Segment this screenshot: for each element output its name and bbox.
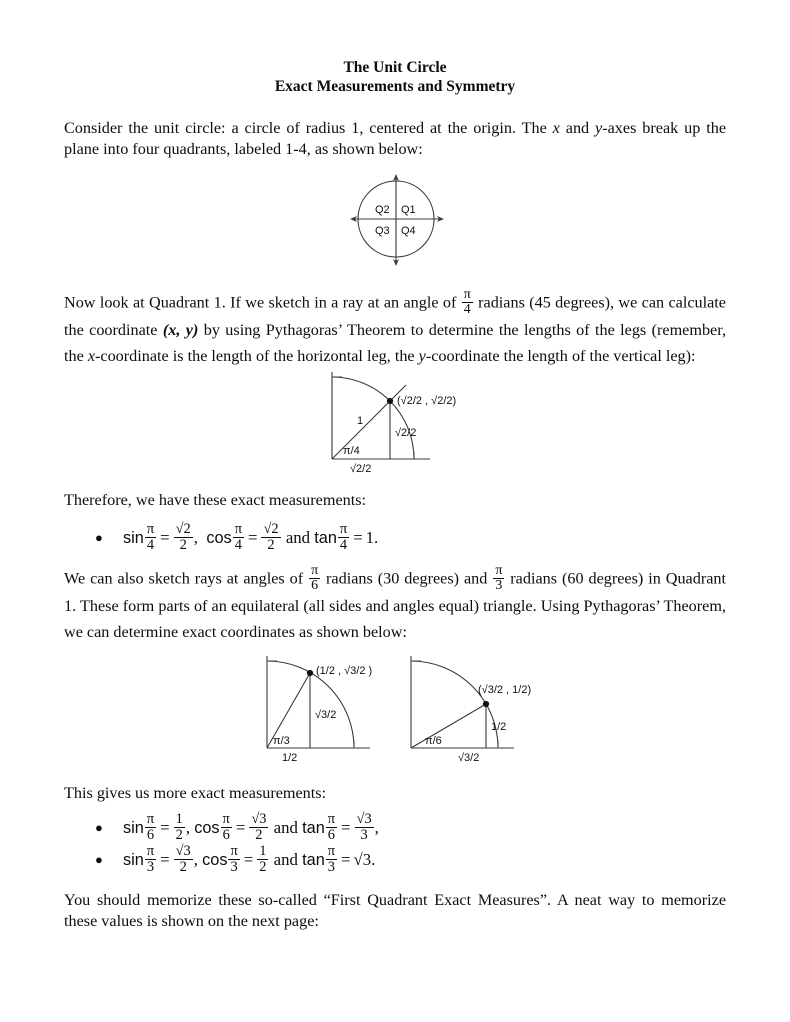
- tan-arg-numerator: π: [327, 811, 336, 828]
- cos-arg-numerator: π: [222, 811, 230, 828]
- tan-arg-denominator: 6: [326, 827, 337, 843]
- tan-value-numerator: √3: [356, 811, 372, 828]
- sin-argument-fraction: [145, 812, 156, 842]
- unit-circle-figure: [340, 172, 455, 268]
- comma-separator: ,: [185, 818, 195, 837]
- figure60-horizontal-leg-label: 1/2: [282, 752, 298, 764]
- cos-arg-numerator: π: [234, 521, 242, 538]
- sin-arg-denominator: 6: [145, 827, 156, 843]
- sin-argument-fraction: [145, 844, 156, 874]
- cos-arg-denominator: 4: [233, 537, 244, 553]
- sin-value-numerator: 1: [175, 811, 183, 828]
- quadrant-label-q4: Q4: [401, 225, 416, 237]
- cos-value-numerator: 1: [259, 843, 267, 860]
- sin-function-label: sin: [123, 819, 144, 837]
- pi-over-3-numerator: π: [495, 563, 503, 578]
- figure30-horizontal-leg-label: √3/2: [458, 752, 480, 764]
- comma-separator: ,: [193, 528, 207, 547]
- sin-value-fraction: [174, 522, 193, 552]
- cos-value-fraction: [261, 522, 280, 552]
- sin-arg-numerator: π: [146, 811, 155, 828]
- intro-text-a: Consider the unit circle: a circle of radius 1, centered at the origin. The: [64, 119, 553, 137]
- figure45-hypotenuse-label: 1: [357, 415, 364, 427]
- paragraph-therefore: Therefore, we have these exact measurements:: [64, 491, 367, 509]
- tan-arg-numerator: π: [327, 843, 336, 860]
- equals-sign-3: =: [341, 850, 351, 869]
- title-line-2: Exact Measurements and Symmetry: [274, 78, 516, 95]
- sin-value-fraction: [174, 844, 193, 874]
- cos-value-denominator: 2: [259, 859, 267, 876]
- and-word: and: [273, 818, 298, 837]
- bullet-dot-icon: ●: [95, 530, 103, 545]
- bullet-dot-icon: ●: [95, 852, 103, 867]
- q1-var-y: y: [418, 347, 426, 366]
- tan-function-label: tan: [302, 819, 325, 837]
- cos-arg-numerator: π: [230, 843, 238, 860]
- tan-function-label: tan: [314, 529, 337, 547]
- cos-arg-denominator: 3: [228, 859, 239, 875]
- equals-sign: =: [160, 818, 170, 837]
- bullet-item-30: [64, 812, 744, 844]
- terminator: ,: [374, 818, 379, 837]
- figure45-vertical-leg-label: √2/2: [395, 427, 417, 439]
- pi-over-3-fraction: [493, 564, 504, 593]
- figure45-horizontal-leg-label: √2/2: [350, 463, 372, 475]
- cos-argument-fraction: [228, 844, 239, 874]
- sin-function-label: sin: [123, 529, 144, 547]
- figure60-point-marker: [307, 670, 313, 676]
- sin-arg-denominator: 3: [145, 859, 156, 875]
- also-text-c: radians (60 degrees) in Quadrant 1. These form parts of an equilateral (all sides and angles equal) triangle. Using Pythagoras’ Theorem, we can determine exact coordinates as shown below:: [64, 569, 726, 642]
- triangle-figure-30-degrees: [406, 652, 556, 764]
- also-text-a: We can also sketch rays at angles of: [64, 569, 309, 588]
- figure45-point-marker: [387, 398, 393, 404]
- tan-arg-denominator: 4: [338, 537, 349, 553]
- intro-text-c: -axes break up the plane into four quadrants, labeled 1-4, as shown below:: [64, 119, 727, 158]
- cos-argument-fraction: [221, 812, 232, 842]
- tan-value-fraction: [355, 812, 374, 842]
- equals-sign-2: =: [247, 528, 258, 547]
- tan-argument-fraction: [338, 522, 349, 552]
- figure30-ray: [411, 704, 486, 748]
- sin-function-label: sin: [123, 851, 144, 869]
- paragraph-intro: [64, 118, 726, 160]
- figure45-coordinate-label: (√2/2 , √2/2): [397, 395, 457, 407]
- quadrant-label-q1: Q1: [401, 204, 416, 216]
- pi-over-3-denominator: 3: [493, 578, 504, 593]
- equals-sign: =: [160, 850, 170, 869]
- figure30-vertical-leg-label: 1/2: [491, 721, 507, 733]
- also-text-b: radians (30 degrees) and: [321, 569, 493, 588]
- tan-argument-fraction: [326, 844, 337, 874]
- cos-value-numerator: √2: [263, 521, 279, 538]
- bullet-item-60: [64, 844, 744, 876]
- and-word: and: [285, 528, 311, 547]
- sin-value-numerator: √3: [175, 843, 191, 860]
- period-terminator: .: [374, 528, 379, 547]
- triangle-figure-60-degrees: [262, 652, 392, 764]
- figure30-angle-label: π/6: [425, 735, 442, 747]
- pi-over-4-fraction: [462, 288, 473, 317]
- cos-function-label: cos: [194, 819, 220, 837]
- cos-value-fraction: [249, 812, 268, 842]
- bullet-dot-icon: ●: [95, 820, 103, 835]
- cos-argument-fraction: [233, 522, 244, 552]
- page-title: [0, 58, 790, 96]
- sin-arg-numerator: π: [146, 843, 155, 860]
- terminator: .: [371, 850, 376, 869]
- equals-sign-3: =: [341, 818, 351, 837]
- pi-over-4-denominator: 4: [462, 302, 473, 317]
- quadrant-label-q2: Q2: [375, 204, 390, 216]
- sin-value-fraction: [174, 812, 185, 842]
- sin-arg-denominator: 4: [145, 537, 156, 553]
- q1-text-a: Now look at Quadrant 1. If we sketch in a ray at an angle of: [64, 293, 461, 312]
- bullet-list-45-degrees: [64, 522, 744, 554]
- q1-text-d: -coordinate is the length of the horizontal leg, the: [95, 347, 419, 366]
- cos-value-numerator: √3: [251, 811, 267, 828]
- equals-sign-2: =: [235, 818, 246, 837]
- sin-value-denominator: 2: [174, 537, 193, 553]
- cos-value-fraction: [257, 844, 268, 874]
- q1-text-b: radians (45 degrees), we can calculate the coordinate: [64, 293, 726, 340]
- comma-separator: ,: [193, 850, 203, 869]
- sin-value-denominator: 2: [175, 827, 183, 844]
- tan-function-label: tan: [302, 851, 325, 869]
- cos-value-denominator: 2: [261, 537, 280, 553]
- equals-sign: =: [160, 528, 170, 547]
- bullet-list-30-60-degrees: [64, 812, 744, 876]
- paragraph-more-measurements: This gives us more exact measurements:: [64, 784, 327, 802]
- equals-sign-3: =: [353, 528, 363, 547]
- tan-value: 1: [365, 528, 375, 547]
- sin-arg-numerator: π: [146, 521, 155, 538]
- paragraph-also-sketch: [64, 564, 726, 645]
- figure30-coordinate-label: (√3/2 , 1/2): [478, 684, 532, 696]
- triangle-figure-45-degrees: [326, 366, 496, 476]
- sin-value-denominator: 2: [174, 859, 193, 875]
- title-line-1: The Unit Circle: [343, 59, 447, 76]
- paragraph-quadrant-one: [64, 288, 726, 369]
- intro-text-b: and: [559, 119, 596, 137]
- cos-value-denominator: 2: [249, 827, 268, 843]
- figure60-vertical-leg-label: √3/2: [315, 709, 337, 721]
- equals-sign-2: =: [243, 850, 254, 869]
- pi-over-6-numerator: π: [311, 563, 319, 578]
- figure60-angle-label: π/3: [273, 735, 290, 747]
- pi-over-6-denominator: 6: [309, 578, 320, 593]
- tan-value: √3: [353, 850, 372, 869]
- tan-arg-denominator: 3: [326, 859, 337, 875]
- and-word: and: [273, 850, 298, 869]
- q1-coordinate-pair: (x, y): [162, 321, 199, 340]
- figure30-point-marker: [483, 701, 489, 707]
- bullet-item-45: [64, 522, 744, 554]
- intro-var-y: y: [595, 119, 603, 137]
- sin-value-numerator: √2: [175, 521, 191, 538]
- pi-over-4-numerator: π: [463, 287, 471, 302]
- cos-arg-denominator: 6: [221, 827, 232, 843]
- tan-argument-fraction: [326, 812, 337, 842]
- quadrant-label-q3: Q3: [375, 225, 390, 237]
- intro-var-x: x: [552, 119, 560, 137]
- figure45-angle-label: π/4: [343, 445, 360, 457]
- sin-argument-fraction: [145, 522, 156, 552]
- paragraph-memorize: You should memorize these so-called “First Quadrant Exact Measures”. A neat way to memorize these values is shown on the next page:: [64, 891, 726, 930]
- q1-var-x: x: [87, 347, 96, 366]
- cos-function-label: cos: [202, 851, 228, 869]
- tan-value-denominator: 3: [355, 827, 374, 843]
- tan-arg-numerator: π: [339, 521, 348, 538]
- cos-function-label: cos: [206, 529, 232, 547]
- figure60-coordinate-label: (1/2 , √3/2 ): [316, 665, 373, 677]
- q1-text-e: -coordinate the length of the vertical leg):: [425, 347, 696, 366]
- pi-over-6-fraction: [309, 564, 320, 593]
- q1-text-c: by using Pythagoras’ Theorem to determine the lengths of the legs (remember, the: [64, 321, 727, 366]
